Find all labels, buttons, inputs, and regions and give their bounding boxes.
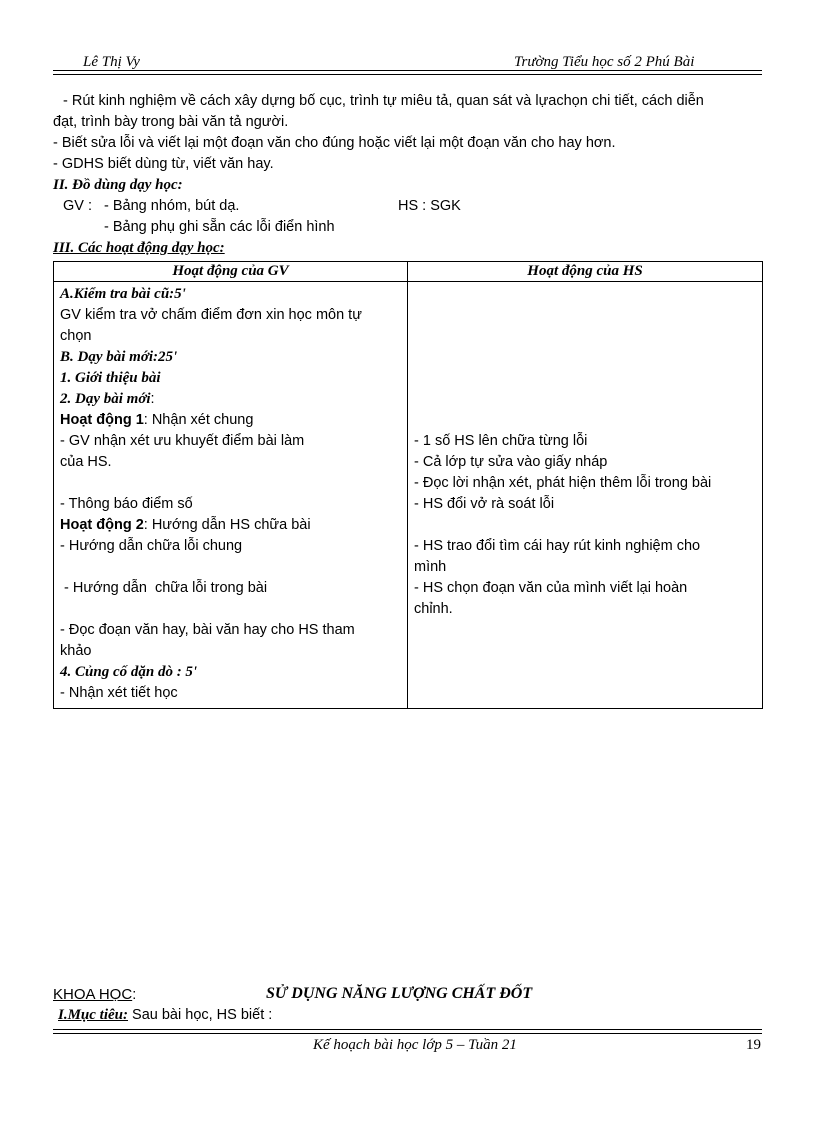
- gv-label: GV :: [63, 198, 93, 214]
- hs-line: - HS chọn đoạn văn của mình viết lại hoàn: [414, 580, 688, 596]
- subject-colon: :: [132, 987, 137, 1003]
- gv-line: - Hướng dẫn chữa lỗi trong bài: [60, 580, 268, 596]
- activity-1-label: Hoạt động 1: [60, 412, 144, 428]
- activity-2-label: Hoạt động 2: [60, 517, 144, 533]
- activity-1: [60, 410, 253, 431]
- part-a-title: A.Kiểm tra bài cũ:5': [60, 286, 186, 302]
- gv-activity-cell: [54, 282, 408, 709]
- activity-2: [60, 515, 311, 536]
- subject-label: KHOA HỌC: [53, 986, 133, 1003]
- hs-line: chỉnh.: [414, 601, 453, 617]
- lesson-title: SỬ DỤNG NĂNG LƯỢNG CHẤT ĐỐT: [266, 985, 533, 1002]
- objective-line-2: đạt, trình bày trong bài văn tả người.: [53, 114, 289, 130]
- goal-text: Sau bài học, HS biết :: [128, 1007, 273, 1023]
- section-3-title: III. Các hoạt động dạy học:: [53, 240, 225, 256]
- hs-line: - Đọc lời nhận xét, phát hiện thêm lỗi trong bài: [414, 475, 712, 491]
- step-2-colon: :: [150, 391, 155, 407]
- subject-heading: [53, 986, 136, 1003]
- footer-plan: Kế hoạch bài học lớp 5 – Tuần 21: [313, 1037, 517, 1053]
- gv-item-2: - Bảng phụ ghi sẵn các lỗi điển hình: [104, 219, 335, 235]
- gv-line: - Nhận xét tiết học: [60, 685, 178, 701]
- footer-rule: [53, 1029, 762, 1034]
- activity-1-text: : Nhận xét chung: [143, 412, 254, 428]
- header-rule: [53, 70, 762, 75]
- gv-item-1: - Bảng nhóm, bút dạ.: [104, 198, 240, 214]
- hs-activity-cell: [408, 282, 763, 709]
- gv-line: GV kiểm tra vở chấm điểm đơn xin học môn tự: [60, 307, 362, 323]
- hs-materials: HS : SGK: [398, 198, 461, 214]
- gv-line: chọn: [60, 328, 92, 344]
- table-body-row: [54, 282, 763, 709]
- gv-line: - Đọc đoạn văn hay, bài văn hay cho HS tham: [60, 622, 355, 638]
- gv-line: - Hướng dẫn chữa lỗi chung: [60, 538, 243, 554]
- step-4-title: 4. Củng cố dặn dò : 5': [60, 664, 198, 680]
- step-2-label: 2. Dạy bài mới: [60, 391, 151, 407]
- gv-line: - GV nhận xét ưu khuyết điểm bài làm: [60, 433, 305, 449]
- step-2-title: [60, 389, 155, 410]
- goal-line: [58, 1007, 272, 1024]
- hs-line: - 1 số HS lên chữa từng lỗi: [414, 433, 588, 449]
- header-school: Trường Tiểu học số 2 Phú Bài: [514, 54, 695, 70]
- gv-line: của HS.: [60, 454, 112, 470]
- objective-line-1: - Rút kinh nghiệm về cách xây dựng bố cục, trình tự miêu tả, quan sát và lựachọn chi tiết, cách diễn: [63, 93, 704, 109]
- table-header-row: [54, 262, 763, 282]
- section-2-title: II. Đồ dùng dạy học:: [53, 177, 183, 193]
- page-number: 19: [746, 1037, 761, 1053]
- hs-line: - HS trao đổi tìm cái hay rút kinh nghiệm cho: [414, 538, 701, 554]
- hs-line: - Cả lớp tự sửa vào giấy nháp: [414, 454, 608, 470]
- goal-label: I.Mục tiêu:: [58, 1007, 129, 1023]
- gv-line: khảo: [60, 643, 92, 659]
- hs-line: mình: [414, 559, 447, 575]
- gv-line: - Thông báo điểm số: [60, 496, 193, 512]
- header-author: Lê Thị Vy: [83, 54, 140, 70]
- activity-table: [53, 261, 763, 709]
- hs-line: - HS đổi vở rà soát lỗi: [414, 496, 555, 512]
- activity-2-text: : Hướng dẫn HS chữa bài: [143, 517, 311, 533]
- objective-line-3: - Biết sửa lỗi và viết lại một đoạn văn cho đúng hoặc viết lại một đoạn văn cho hay hơn.: [53, 135, 616, 151]
- col-header-hs: Hoạt động của HS: [408, 262, 763, 282]
- step-1-title: 1. Giới thiệu bài: [60, 370, 161, 386]
- part-b-title: B. Dạy bài mới:25': [60, 349, 178, 365]
- col-header-gv: Hoạt động của GV: [54, 262, 408, 282]
- objective-line-4: - GDHS biết dùng từ, viết văn hay.: [53, 156, 274, 172]
